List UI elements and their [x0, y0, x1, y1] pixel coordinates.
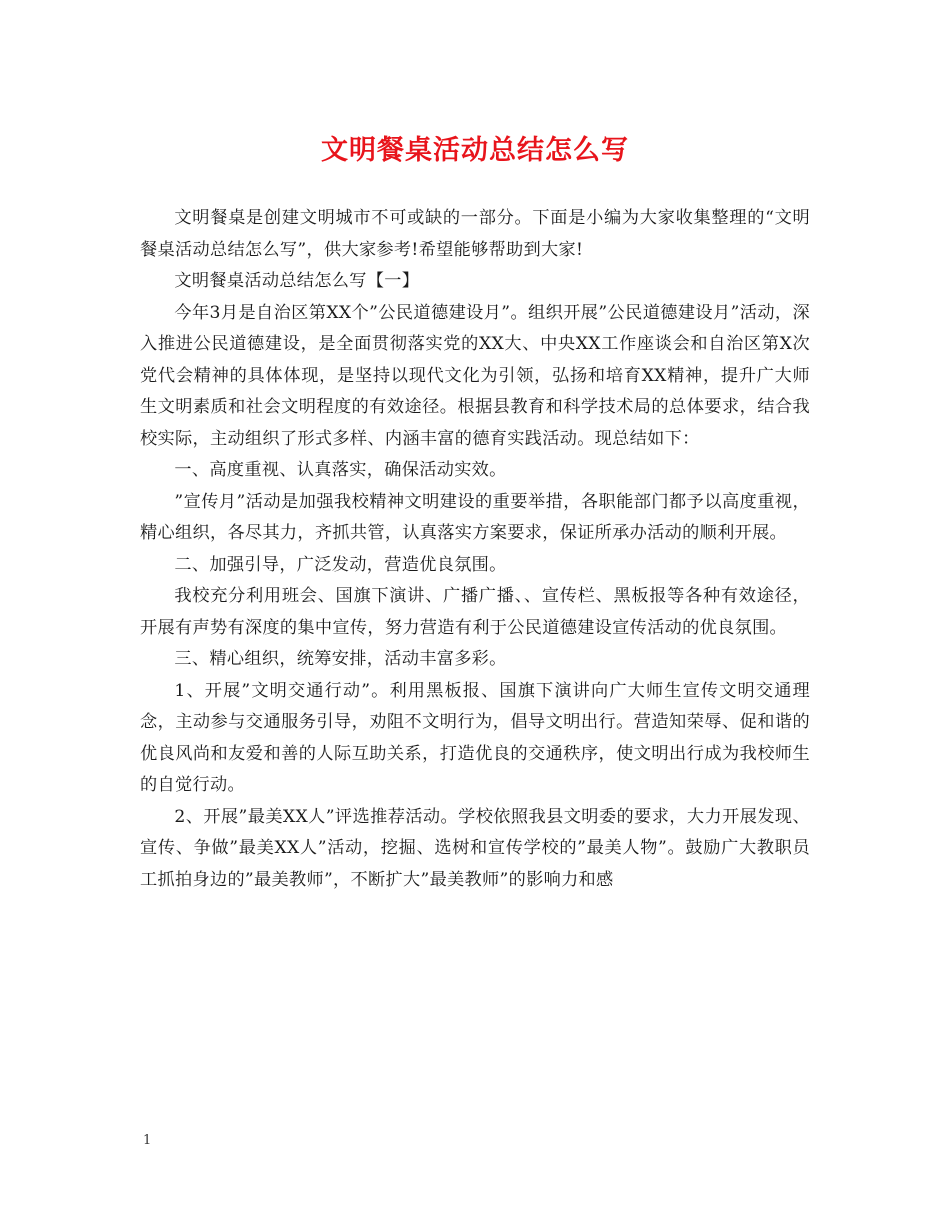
paragraph: ”宣传月”活动是加强我校精神文明建设的重要举措，各职能部门都予以高度重视，精心组织，各尽其力，齐抓共管，认真落实方案要求，保证所承办活动的顺利开展。: [140, 491, 810, 543]
subheading: 一、高度重视、认真落实，确保活动实效。: [174, 460, 507, 480]
paragraph-intro: 文明餐桌是创建文明城市不可或缺的一部分。下面是小编为大家收集整理的“文明餐桌活动总结怎么写”，供大家参考!希望能够帮助到大家!: [140, 208, 810, 260]
document-body: [140, 203, 810, 896]
subheading: 三、精心组织，统筹安排，活动丰富多彩。: [174, 649, 507, 669]
subheading: 二、加强引导，广泛发动，营造优良氛围。: [174, 554, 507, 575]
paragraph: 我校充分利用班会、国旗下演讲、广播广播、、宣传栏、黑板报等各种有效途径，开展有声势有深度的集中宣传，努力营造有利于公民道德建设宣传活动的优良氛围。: [140, 586, 810, 638]
paragraph: 1、开展”文明交通行动”。利用黑板报、国旗下演讲向广大师生宣传文明交通理念，主动参与交通服务引导，劝阻不文明行为，倡导文明出行。营造知荣辱、促和谐的优良风尚和友爱和善的人际互助关系，打造优良的交通秩序，使文明出行成为我校师生的自觉行动。: [140, 680, 810, 795]
paragraph: 2、开展”最美XX人”评选推荐活动。学校依照我县文明委的要求，大力开展发现、宣传、争做”最美XX人”活动，挖掘、选树和宣传学校的”最美人物”。鼓励广大教职员工抓拍身边的”最美教师”，不断扩大”最美教师”的影响力和感: [140, 806, 810, 890]
document-title: 文明餐桌活动总结怎么写: [321, 135, 629, 166]
page-number: 1: [143, 1133, 152, 1148]
paragraph: 今年3月是自治区第XX个”公民道德建设月”。组织开展”公民道德建设月”活动，深入推进公民道德建设，是全面贯彻落实党的XX大、中央XX工作座谈会和自治区第X次党代会精神的具体体现，是坚持以现代文化为引领，弘扬和培育XX精神，提升广大师生文明素质和社会文明程度的有效途径。根据县教育和科学技术局的总体要求，结合我校实际，主动组织了形式多样、内涵丰富的德育实践活动。现总结如下：: [140, 302, 810, 449]
section-heading: 文明餐桌活动总结怎么写【一】: [174, 271, 420, 291]
